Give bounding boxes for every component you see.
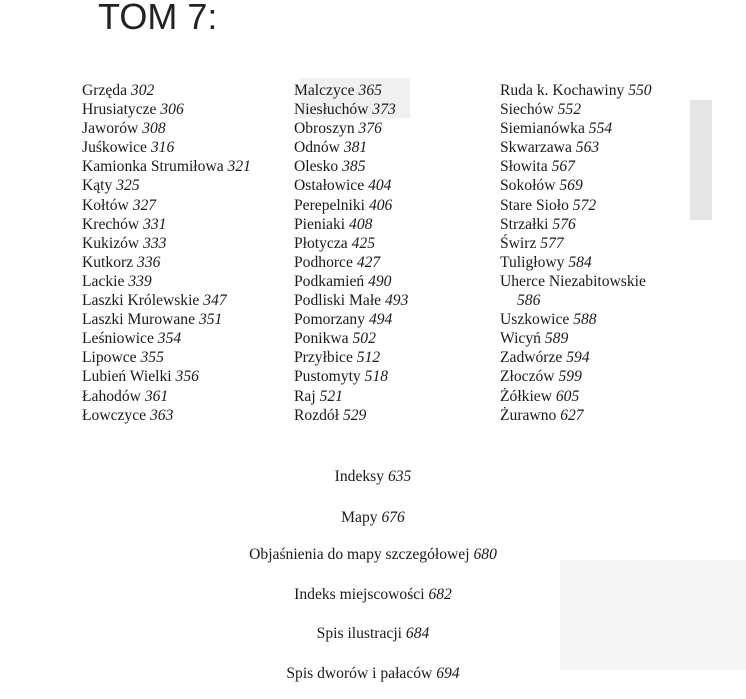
- index-entry: [294, 138, 408, 157]
- place-name: Ponikwa: [294, 330, 349, 348]
- appendix-entry: [0, 509, 746, 527]
- page-number: 425: [351, 234, 375, 252]
- page-number: 494: [368, 311, 393, 329]
- index-entry: [500, 406, 652, 425]
- index-entry: [82, 100, 251, 119]
- place-name: Złoczów: [500, 368, 555, 386]
- index-entry: [294, 310, 408, 329]
- page-number: 684: [405, 625, 430, 642]
- index-entry: [294, 157, 408, 176]
- page-number: 599: [558, 368, 582, 386]
- page-number: 586: [517, 292, 541, 310]
- place-name: Malczyce: [294, 82, 355, 99]
- page-number: 321: [227, 158, 251, 176]
- page-number: 327: [132, 196, 157, 214]
- index-entry: [82, 138, 251, 157]
- place-name: Kamionka Strumiłowa: [82, 158, 224, 176]
- index-entry: [294, 406, 408, 425]
- page-number: 554: [588, 120, 613, 138]
- index-entry: [82, 406, 251, 425]
- page-number: 577: [540, 234, 564, 252]
- page-number: 680: [473, 546, 497, 563]
- place-name: Podliski Małe: [294, 292, 382, 310]
- place-name: Podkamień: [294, 272, 365, 290]
- index-entry: [500, 387, 652, 406]
- index-entry: [500, 253, 652, 272]
- index-entry: [500, 215, 652, 234]
- place-name: Uszkowice: [500, 311, 570, 329]
- page-number: 605: [555, 387, 580, 405]
- place-name: Zadwórze: [500, 349, 563, 367]
- page-number: 694: [436, 665, 460, 682]
- place-name: Świrz: [500, 234, 537, 252]
- place-name: Hrusiatycze: [82, 101, 157, 119]
- place-name: Obroszyn: [294, 120, 355, 138]
- page-number: 529: [342, 406, 367, 424]
- index-entry: [294, 196, 408, 215]
- index-entry: [500, 157, 652, 176]
- place-name: Łahodów: [82, 387, 141, 405]
- page-number: 518: [364, 368, 389, 386]
- place-name: Ostałowice: [294, 177, 365, 195]
- place-name: Stare Sioło: [500, 196, 569, 214]
- place-name: Siemianówka: [500, 120, 585, 138]
- index-entry: [294, 272, 408, 291]
- place-name: Perepelniki: [294, 196, 366, 214]
- place-name: Kąty: [82, 177, 113, 195]
- place-name: Leśniowice: [82, 330, 154, 348]
- index-column-3: [500, 81, 652, 425]
- appendix-entry: [0, 546, 746, 564]
- page-number: 373: [372, 101, 396, 119]
- place-name: Laszki Królewskie: [82, 292, 200, 310]
- page-number: 306: [160, 101, 184, 119]
- index-entry: [500, 138, 652, 157]
- index-entry: [82, 157, 251, 176]
- appendix-name: Mapy: [341, 509, 378, 526]
- index-entry: [294, 100, 408, 119]
- volume-heading: TOM 7:: [98, 0, 218, 37]
- place-name: Sokołów: [500, 177, 556, 195]
- place-name: Rozdół: [294, 406, 340, 424]
- page-number: 550: [628, 82, 652, 99]
- place-name: Płotycza: [294, 234, 348, 252]
- place-name: Lackie: [82, 272, 125, 290]
- place-name: Grzęda: [82, 82, 128, 99]
- place-name: Pustomyty: [294, 368, 361, 386]
- index-entry: [82, 348, 251, 367]
- index-entry: [82, 253, 251, 272]
- page-number: 563: [575, 139, 600, 157]
- page-number: 682: [428, 586, 452, 603]
- place-name: Juśkowice: [82, 139, 147, 157]
- index-entry: [82, 310, 251, 329]
- index-entry: [294, 348, 408, 367]
- index-entry: [294, 234, 408, 253]
- appendix-name: Objaśnienia do mapy szczegółowej: [249, 546, 470, 563]
- page-number: 325: [116, 177, 140, 195]
- page-number: 572: [572, 196, 597, 214]
- place-name: Łowczyce: [82, 406, 147, 424]
- place-name: Słowita: [500, 158, 548, 176]
- page-number: 408: [349, 215, 373, 233]
- page-number: 354: [157, 330, 182, 348]
- place-name: Lubień Wielki: [82, 368, 172, 386]
- index-entry: [500, 310, 652, 329]
- page-number: 316: [150, 139, 175, 157]
- index-entry: [294, 215, 408, 234]
- index-column-1: [82, 81, 251, 425]
- place-name: Jaworów: [82, 120, 139, 138]
- page-number: 588: [573, 311, 597, 329]
- page-number: 552: [557, 101, 581, 119]
- place-name: Strzałki: [500, 215, 549, 233]
- place-name: Odnów: [294, 139, 340, 157]
- place-name: Raj: [294, 387, 316, 405]
- appendix-name: Spis ilustracji: [316, 625, 403, 642]
- page-number: 308: [142, 120, 166, 138]
- page-number: 404: [368, 177, 392, 195]
- page-number: 427: [356, 253, 381, 271]
- page-number: 351: [198, 311, 223, 329]
- page-number: 493: [384, 292, 409, 310]
- index-entry: [82, 387, 251, 406]
- index-entry: [294, 367, 408, 386]
- page-number: 363: [149, 406, 174, 424]
- place-name: Skwarzawa: [500, 139, 572, 157]
- page-number: 381: [343, 139, 368, 157]
- place-name: Żółkiew: [500, 387, 552, 405]
- place-name: Uherce Niezabitowskie: [500, 272, 646, 290]
- appendix-name: Spis dworów i pałaców: [286, 665, 433, 682]
- page-number: 521: [319, 387, 343, 405]
- page-number: 339: [128, 272, 152, 290]
- show-through-bar: [560, 560, 746, 670]
- page-number: 502: [352, 330, 376, 348]
- index-entry: [500, 329, 652, 348]
- appendix-entry: [0, 468, 746, 486]
- page-number: 361: [144, 387, 169, 405]
- place-name: Żurawno: [500, 406, 557, 424]
- index-entry: [82, 367, 251, 386]
- page-number: 676: [381, 509, 405, 526]
- page-number: 385: [342, 158, 366, 176]
- index-entry: [82, 176, 251, 195]
- page-number: 333: [143, 234, 167, 252]
- page-number: 376: [358, 120, 382, 138]
- appendix-name: Indeksy: [334, 468, 385, 485]
- page-number: 302: [130, 82, 155, 99]
- index-entry: [294, 119, 408, 138]
- index-entry: [500, 81, 652, 100]
- place-name: Kutkorz: [82, 253, 134, 271]
- page-number: 406: [368, 196, 393, 214]
- index-entry: [500, 196, 652, 215]
- appendix-entry: [0, 665, 746, 683]
- index-entry: [500, 100, 652, 119]
- page-number: 331: [143, 215, 167, 233]
- index-entry: [82, 119, 251, 138]
- place-name: Tuligłowy: [500, 253, 565, 271]
- place-name: Przyłbice: [294, 349, 353, 367]
- index-entry: [500, 348, 652, 367]
- index-entry: [500, 234, 652, 253]
- place-name: Kukizów: [82, 234, 140, 252]
- index-column-2: [294, 81, 408, 425]
- place-name: Krechów: [82, 215, 140, 233]
- index-entry: [294, 387, 408, 406]
- place-name: Siechów: [500, 101, 554, 119]
- index-entry: [500, 291, 652, 310]
- index-entry: [500, 272, 652, 291]
- appendix-entry: [0, 586, 746, 604]
- page-number: 569: [559, 177, 583, 195]
- index-entry: [294, 253, 408, 272]
- index-entry: [82, 196, 251, 215]
- page-number: 512: [356, 349, 381, 367]
- page-number: 356: [175, 368, 199, 386]
- index-entry: [294, 329, 408, 348]
- page-number: 567: [551, 158, 575, 176]
- place-name: Podhorce: [294, 253, 353, 271]
- place-name: Pieniaki: [294, 215, 346, 233]
- index-entry: [82, 291, 251, 310]
- place-name: Ruda k. Kochawiny: [500, 82, 625, 99]
- appendix-entry: [0, 625, 746, 643]
- page-number: 347: [203, 292, 227, 310]
- index-entry: [500, 367, 652, 386]
- index-entry: [500, 176, 652, 195]
- page-number: 355: [140, 349, 164, 367]
- index-entry: [294, 176, 408, 195]
- place-name: Pomorzany: [294, 311, 366, 329]
- index-entry: [82, 215, 251, 234]
- page-number: 594: [566, 349, 590, 367]
- place-name: Olesko: [294, 158, 339, 176]
- index-entry: [82, 81, 251, 100]
- place-name: Lipowce: [82, 349, 137, 367]
- index-entry: [82, 234, 251, 253]
- page-number: 635: [387, 468, 412, 485]
- page-number: 365: [358, 82, 382, 99]
- page-number: 627: [560, 406, 584, 424]
- index-entry: [500, 119, 652, 138]
- place-name: Wicyń: [500, 330, 541, 348]
- place-name: Laszki Murowane: [82, 311, 196, 329]
- index-entry: [294, 291, 408, 310]
- appendix-name: Indeks miejscowości: [294, 586, 425, 603]
- show-through-bar: [690, 100, 712, 220]
- index-entry: [82, 272, 251, 291]
- page-number: 490: [368, 272, 392, 290]
- page-number: 576: [552, 215, 576, 233]
- place-name: Kołtów: [82, 196, 129, 214]
- page-number: 589: [544, 330, 569, 348]
- page-number: 336: [137, 253, 161, 271]
- page-number: 584: [568, 253, 592, 271]
- index-entry: [294, 81, 408, 100]
- index-entry: [82, 329, 251, 348]
- place-name: Niesłuchów: [294, 101, 369, 119]
